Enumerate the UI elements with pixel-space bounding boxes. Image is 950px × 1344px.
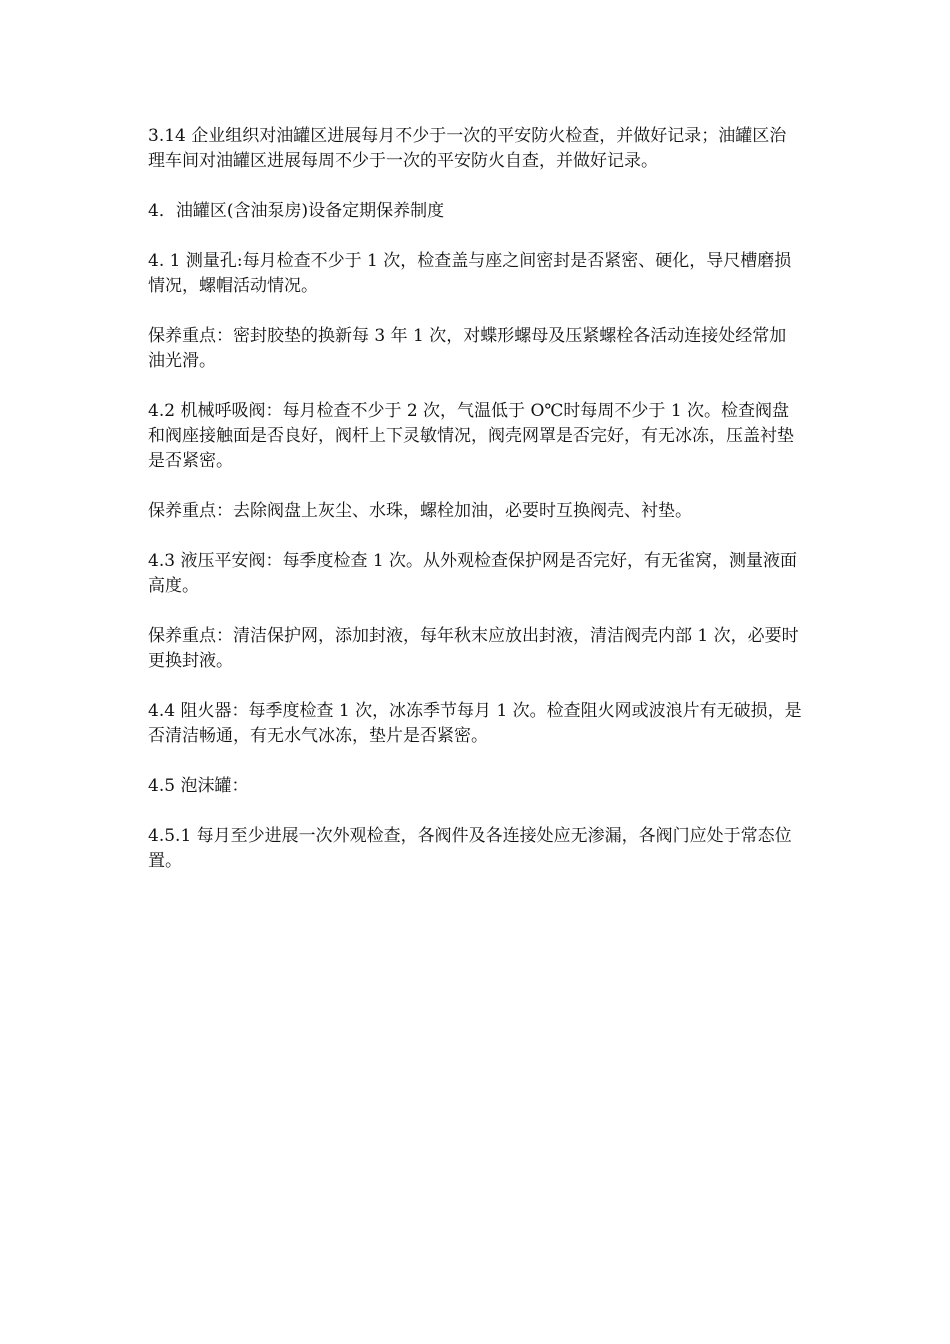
paragraph-4-2-maintenance-focus: 保养重点：去除阀盘上灰尘、水珠，螺栓加油，必要时互换阀壳、衬垫。 bbox=[148, 501, 692, 521]
paragraph-3-14-fire-inspection: 3.14 企业组织对油罐区进展每月不少于一次的平安防火检查，并做好记录；油罐区治理车间对油罐区进展每周不少于一次的平安防火自查，并做好记录。 bbox=[148, 126, 787, 171]
paragraph-4-5-1-monthly-inspection: 4.5.1 每月至少进展一次外观检查，各阀件及各连接处应无渗漏，各阀门应处于常态位置。 bbox=[148, 826, 792, 871]
paragraph-4-1-measuring-hole: 4. 1 测量孔:每月检查不少于 1 次，检查盖与座之间密封是否紧密、硬化，导尺槽磨损情况，螺帽活动情况。 bbox=[148, 251, 792, 296]
section-heading-4-maintenance: 4．油罐区(含油泵房)设备定期保养制度 bbox=[148, 201, 445, 221]
paragraph-4-3-maintenance-focus: 保养重点：清洁保护网，添加封液，每年秋末应放出封液，清洁阀壳内部 1 次，必要时更换封液。 bbox=[148, 626, 799, 671]
paragraph-4-4-flame-arrester: 4.4 阻火器：每季度检查 1 次，冰冻季节每月 1 次。检查阻火网或波浪片有无破损，是否清洁畅通，有无水气冰冻，垫片是否紧密。 bbox=[148, 701, 802, 746]
paragraph-4-5-foam-tank: 4.5 泡沫罐： bbox=[148, 776, 249, 796]
paragraph-4-2-breather-valve: 4.2 机械呼吸阀：每月检查不少于 2 次，气温低于 O℃时每周不少于 1 次。检查阀盘和阀座接触面是否良好，阀杆上下灵敏情况，阀壳网罩是否完好，有无冰冻，压盖衬垫是否紧密。 bbox=[148, 401, 794, 471]
document-body bbox=[148, 124, 802, 899]
paragraph-4-1-maintenance-focus: 保养重点：密封胶垫的换新每 3 年 1 次，对蝶形螺母及压紧螺栓各活动连接处经常加油光滑。 bbox=[148, 326, 787, 371]
paragraph-4-3-hydraulic-safety-valve: 4.3 液压平安阀：每季度检查 1 次。从外观检查保护网是否完好，有无雀窝，测量液面高度。 bbox=[148, 551, 798, 596]
